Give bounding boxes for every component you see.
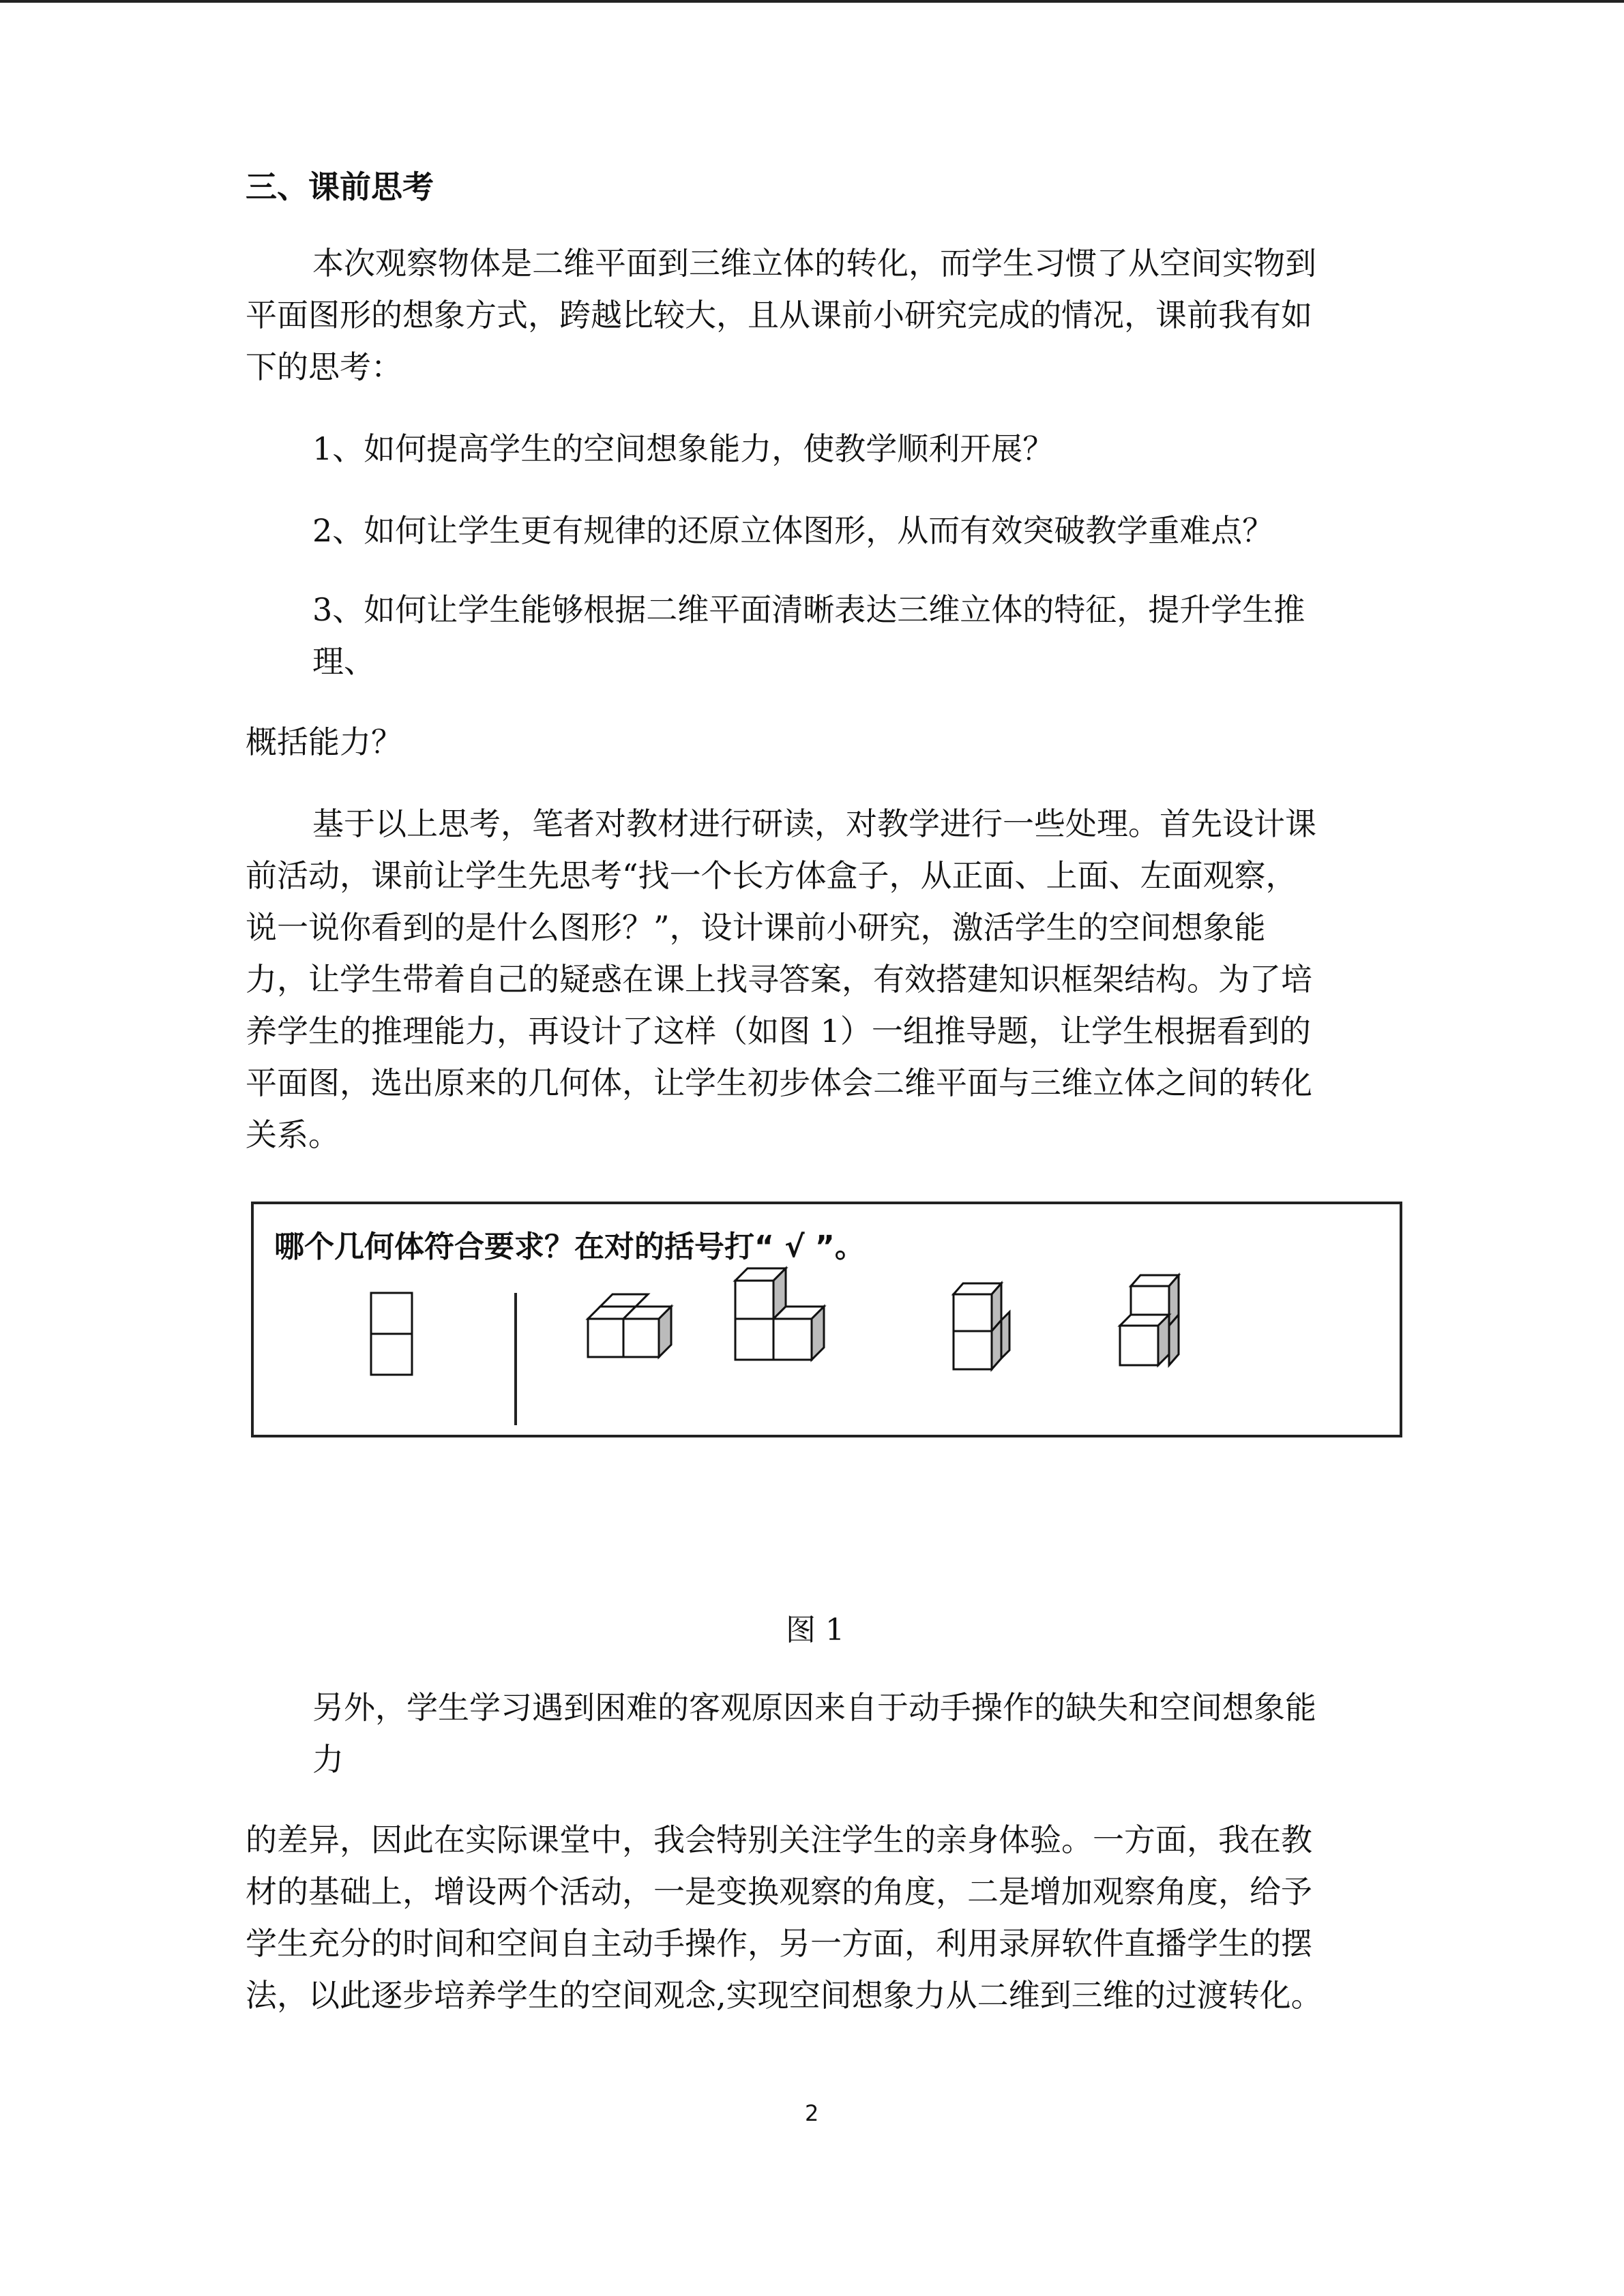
intro-line-3: 下的思考： xyxy=(246,348,402,385)
body2-line-1: 另外，学生学习遇到困难的客观原因来自于动手操作的缺失和空间想象能 xyxy=(312,1689,1316,1726)
section-heading: 三、课前思考 xyxy=(246,168,434,205)
option-2-cubes xyxy=(735,1268,824,1360)
question-1: 1、如何提高学生的空间想象能力，使教学顺利开展？ xyxy=(312,430,1054,467)
figure-caption: 图 1 xyxy=(786,1613,844,1648)
intro-line-2: 平面图形的想象方式，跨越比较大，且从课前小研究完成的情况，课前我有如 xyxy=(246,297,1312,333)
page-number: 2 xyxy=(805,2100,819,2126)
figure-drawings xyxy=(254,1204,1400,1435)
body2-line-2: 力 xyxy=(312,1741,344,1778)
question-3-tail: 概括能力？ xyxy=(246,724,402,760)
body1-line-6: 平面图，选出原来的几何体，让学生初步体会二维平面与三维立体之间的转化 xyxy=(246,1064,1312,1101)
body3-line-3: 学生充分的时间和空间自主动手操作，另一方面，利用录屏软件直播学生的摆 xyxy=(246,1925,1312,1962)
body1-line-3: 说一说你看到的是什么图形？”，设计课前小研究，激活学生的空间想象能 xyxy=(246,909,1266,946)
body3-line-4: 法，以此逐步培养学生的空间观念,实现空间想象力从二维到三维的过渡转化。 xyxy=(246,1977,1323,2014)
body1-line-4: 力，让学生带着自己的疑惑在课上找寻答案，有效搭建知识框架结构。为了培 xyxy=(246,961,1312,998)
body1-line-2: 前活动，课前让学生先思考“找一个长方体盒子，从正面、上面、左面观察， xyxy=(246,857,1297,894)
figure-question: 哪个几何体符合要求？在对的括号打“ √ ”。 xyxy=(274,1229,865,1264)
question-3-line-2: 理、 xyxy=(312,643,375,680)
option-4-cubes xyxy=(1120,1275,1179,1365)
body1-line-5: 养学生的推理能力，再设计了这样（如图 1）一组推导题，让学生根据看到的 xyxy=(246,1013,1311,1049)
body3-line-2: 材的基础上，增设两个活动，一是变换观察的角度，二是增加观察角度，给予 xyxy=(246,1873,1312,1910)
option-3-cubes xyxy=(954,1283,1009,1369)
top-border-line xyxy=(0,0,1624,3)
body1-line-7: 关系。 xyxy=(246,1116,340,1153)
body3-line-1: 的差异，因此在实际课堂中，我会特别关注学生的亲身体验。一方面，我在教 xyxy=(246,1821,1312,1858)
question-3-line-1: 3、如何让学生能够根据二维平面清晰表达三维立体的特征，提升学生推 xyxy=(312,591,1305,628)
option-1-cubes xyxy=(588,1294,671,1357)
intro-line-1: 本次观察物体是二维平面到三维立体的转化，而学生习惯了从空间实物到 xyxy=(312,245,1316,282)
front-view-drawing xyxy=(371,1293,412,1375)
question-2: 2、如何让学生更有规律的还原立体图形，从而有效突破教学重难点？ xyxy=(312,512,1274,549)
body1-line-1: 基于以上思考，笔者对教材进行研读，对教学进行一些处理。首先设计课 xyxy=(312,805,1316,842)
figure-box xyxy=(251,1202,1402,1437)
